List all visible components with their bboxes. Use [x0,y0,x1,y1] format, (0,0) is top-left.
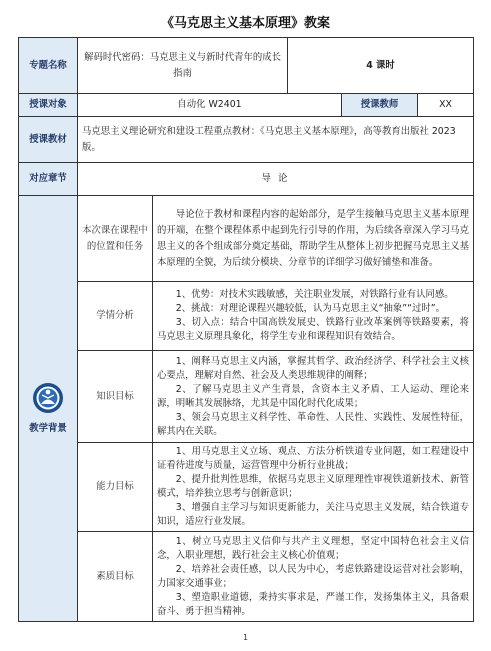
topic-row [19,38,474,94]
list-item: 1、阐释马克思主义内涵，掌握其哲学、政治经济学、科学社会主义核心要点，理解对自然、社会及人类思维规律的阐释； [157,355,470,381]
analysis-row [19,282,474,351]
audience-row [19,94,474,117]
topic-value: 解码时代密码：马克思主义与新时代青年的成长指南 [78,38,288,94]
ability-label: 能力目标 [78,443,153,532]
quality-row [19,532,474,622]
knowledge-label: 知识目标 [78,351,153,443]
class-hours: 4 课时 [288,38,474,94]
audience-label: 授课对象 [19,94,78,117]
analysis-list [153,282,474,351]
list-item: 1、树立马克思主义信仰与共产主义理想，坚定中国特色社会主义信念，入职业理想，践行社会主义核心价值观； [157,535,470,561]
topic-label: 专题名称 [19,38,78,94]
position-row [19,196,474,282]
university-emblem-icon [31,381,65,415]
list-item: 2、提升批判性思维，依据马克思主义原理理性审视铁道新技术、新管模式，培养独立思考与创新意识； [157,474,470,499]
analysis-label: 学情分析 [78,282,153,351]
textbook-value: 马克思主义理论研究和建设工程重点教材：《马克思主义基本原理》，高等教育出版社 2023 版。 [78,117,474,163]
document-title: 《马克思主义基本原理》教案 [160,16,330,31]
knowledge-row [19,351,474,443]
page-number: 1 [242,633,249,642]
list-item: 3、切入点：结合中国高铁发展史、铁路行业改革案例等铁路要素，将马克思主义原理具象化，将学生专业和课程知识有效结合。 [157,317,470,342]
quality-label: 素质目标 [78,532,153,622]
list-item: 2、了解马克思主义产生背景，含资本主义矛盾、工人运动、理论来源，明晰其发展脉络，尤其是中国化时代化成果； [157,383,470,409]
teacher-label: 授课教师 [342,94,418,117]
list-item: 3、增强自主学习与知识更新能力，关注马克思主义发展，结合铁道专知识，适应行业发展。 [157,502,470,527]
textbook-label: 授课教材 [19,117,78,163]
ability-row [19,443,474,532]
list-item: 1、优势：对技术实践敏感，关注职业发展，对铁路行业有认同感。 [175,289,454,300]
chapter-label: 对应章节 [19,163,78,196]
audience-value: 自动化 W2401 [78,94,342,117]
knowledge-list [153,351,474,443]
background-label: 教学背景 [29,422,67,434]
chapter-row [19,163,474,196]
textbook-row [19,117,474,163]
teacher-value: XX [418,94,474,117]
position-label: 本次课在课程中的位置和任务 [78,196,153,282]
list-item: 2、挑战：对理论课程兴趣较低，认为马克思主义“抽象”“过时”。 [175,303,445,314]
list-item: 2、培养社会责任感，以人民为中心，考虑铁路建设运营对社会影响，力国家交通事业； [157,563,470,589]
position-text: 导论位于教材和课程内容的起始部分，是学生接触马克思主义基本原理的开端，在整个课程体系中起到先行引导的作用，为后续各章深入学习马克思主义的各个组成部分奠定基础，帮助学生从整体上初步把握马克思主义基本原理的全貌，为后续分模块、分章节的详细学习做好铺垫和准备。 [153,196,474,282]
chapter-value: 导 论 [78,163,474,196]
quality-list [153,532,474,622]
list-item: 1、用马克思主义立场、观点、方法分析铁道专业问题，如工程建设中证看待进度与质量，运营管理中分析行业挑战； [157,446,470,471]
list-item: 3、塑造职业道德，秉持实事求是，严谨工作，发扬集体主义，具备艰奋斗、勇于担当精神。 [157,591,470,617]
list-item: 3、领会马克思主义科学性、革命性、人民性、实践性、发展性特征，解其内在关联。 [157,411,470,437]
ability-list [153,443,474,532]
background-label-cell [19,196,78,622]
lesson-plan-table [18,37,474,622]
